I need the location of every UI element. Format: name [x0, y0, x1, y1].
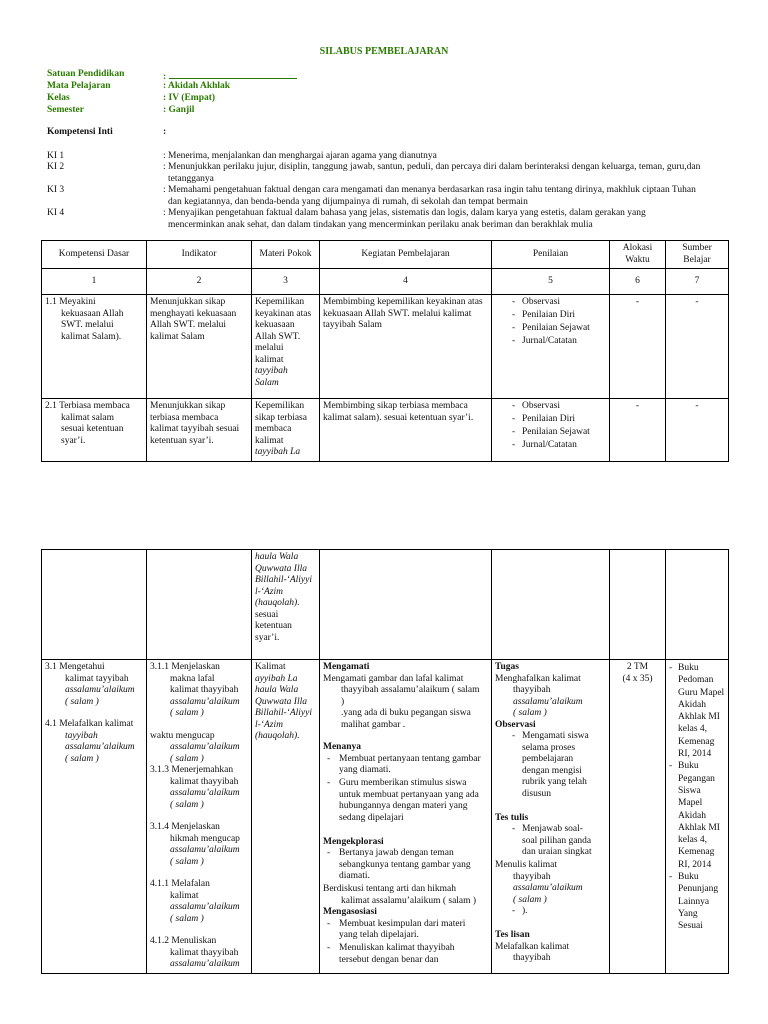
blank-line [169, 69, 297, 79]
activity-list [323, 754, 488, 825]
text-line: kalimat salam [61, 412, 115, 423]
kegiatan-cell [320, 399, 492, 462]
ki-label: KI 3 [47, 185, 65, 195]
empty-cell [42, 550, 147, 660]
text-line: Akidah [678, 810, 706, 821]
spacer [150, 925, 248, 936]
list-item [672, 871, 725, 932]
spacer [495, 802, 606, 813]
indikator-cell [147, 295, 252, 399]
text-line: Mengamati gambar dan lafal kalimat [323, 673, 464, 684]
meta-label: Semester [47, 105, 84, 115]
text-line: Kemenag [678, 847, 715, 858]
table-number-row [42, 269, 729, 295]
text-line: hubungannya dengan materi yang [339, 801, 468, 811]
text-line: ketentuan syar’i. [150, 435, 214, 446]
text-line: ( salam ) [170, 856, 204, 867]
indikator-item [150, 879, 248, 925]
text-line: membaca [255, 424, 292, 434]
text-line: hikmah mengucap [170, 833, 240, 844]
list-item: - Jurnal/Catatan [495, 336, 606, 348]
text-line: tayyibah [65, 730, 98, 741]
column-header: Indikator [147, 241, 252, 269]
text-line: assalamu’alaikum [513, 696, 583, 707]
text-line: kalimat tayyibah [65, 673, 129, 684]
column-header: Kompetensi Dasar [42, 241, 147, 269]
spacer [150, 720, 248, 731]
text-line: Yang [678, 908, 698, 919]
list-item: - Jurnal/Catatan [495, 440, 606, 452]
text-line: kalimat assalamu’alaikum ( salam ) [341, 895, 477, 906]
text-line: Melafalkan kalimat [495, 941, 570, 952]
section-title: Tes tulis [495, 812, 529, 823]
penilaian-list [495, 401, 606, 452]
indikator-item [150, 822, 248, 868]
text-line: Mapel [678, 798, 703, 809]
text-line: 1.1 Meyakini [45, 297, 96, 307]
text-line: Siswa [678, 785, 701, 796]
text-line: ( salam ) [170, 708, 204, 718]
ki-line: dan kegiatannya, dan benda-benda yang dijumpainya di rumah, di sekolah dan tempat bermain [168, 196, 528, 207]
text-line: kalimat [255, 354, 284, 365]
text-line: terbiasa membaca [150, 412, 219, 423]
empty-cell [147, 550, 252, 660]
text-line: kekuasaan Allah [61, 308, 124, 319]
text-line: - Buku [678, 761, 699, 772]
text-line: RI, 2014 [678, 859, 712, 870]
text-line: dan uraian singkat [522, 847, 592, 857]
table-row [42, 295, 729, 399]
meta-value: : IV (Empat) [163, 93, 216, 103]
source-list [672, 662, 725, 933]
indikator-cell [147, 660, 252, 974]
meta-label: Mata Pelajaran [47, 81, 111, 91]
assessment-list [495, 824, 606, 859]
table-row [42, 660, 729, 974]
text-line: - Menuliskan kalimat thayyibah [339, 943, 455, 953]
text-line: 2 TM [626, 662, 649, 672]
ki-text [163, 208, 733, 231]
text-line: Menulis kalimat [495, 860, 558, 870]
text-line: 2.1 Terbiasa membaca [45, 401, 130, 411]
section-title: Mengekplorasi [323, 836, 384, 847]
kompetensi-dasar-cell [42, 295, 147, 399]
list-item [323, 919, 488, 942]
kd-item [45, 662, 143, 708]
empty-cell [610, 550, 666, 660]
sumber-cell: - [666, 399, 729, 462]
indikator-item [150, 765, 248, 811]
text-line: - Menjawab soal- [522, 824, 583, 834]
text-line: waktu mengucap [150, 730, 215, 741]
text-line: assalamu’alaikum [170, 902, 240, 912]
text-line: syar’i. [255, 632, 280, 643]
text-line: Allah SWT. [255, 331, 301, 342]
text-line: menghayati kekuasaan [150, 308, 237, 319]
text-line: Menunjukkan sikap [150, 297, 226, 307]
list-item [323, 754, 488, 777]
indikator-item [150, 731, 248, 766]
meta-value-text: Ganjil [168, 105, 195, 115]
text-line: 3.1.1 Menjelaskan [150, 662, 220, 672]
text-line: yang diamati. [339, 765, 391, 775]
text-line: Penunjang [678, 884, 719, 895]
text-line: assalamu’alaikum [65, 742, 135, 752]
list-item: - Observasi [495, 401, 606, 413]
text-line: Kalimat [255, 662, 286, 672]
text-line: Menunjukkan sikap [150, 401, 226, 411]
text-line: Billahil-‘Aliyyi [255, 575, 312, 585]
ki-line: : Memahami pengetahuan faktual dengan cara mengamati dan menanya berdasarkan rasa ingin tahu tentang dirinya, makhluk ciptaan Tuhan [163, 185, 696, 195]
empty-cell [666, 550, 729, 660]
list-item [672, 662, 725, 760]
list-item: - Penilaian Sejawat [495, 323, 606, 335]
text-line: 3.1 Mengetahui [45, 662, 105, 672]
text-line: (hauqolah). [255, 731, 300, 741]
text-line: Menghafalkan kalimat [495, 673, 581, 684]
list-item [495, 824, 606, 859]
table-row [42, 399, 729, 462]
text-line: sesuai [255, 609, 279, 620]
meta-value: : Akidah Akhlak [163, 81, 231, 91]
meta-label: Satuan Pendidikan [47, 69, 125, 79]
text-line: - Membuat pertanyaan tentang gambar [339, 753, 481, 764]
list-item: - Observasi [495, 297, 606, 309]
text-line: l-‘Azim [255, 719, 283, 730]
text-line: RI, 2014 [678, 749, 712, 760]
text-line: haula Wala [255, 552, 299, 562]
text-line: sikap terbiasa [255, 412, 307, 423]
text-line: .yang ada di buku pegangan siswa [341, 708, 471, 718]
text-line: Berdiskusi tentang arti dan hikmah [323, 884, 456, 894]
text-line: thayyibah [513, 685, 551, 695]
text-line: (hauqolah). [255, 598, 300, 608]
ki-text [163, 185, 733, 208]
text-line: Salam [255, 377, 279, 388]
text-line: 3.1.4 Menjelaskan [150, 822, 220, 832]
penilaian-cell [492, 660, 610, 974]
text-line: kalimat [170, 890, 199, 901]
text-line: rubrik yang telah [522, 777, 587, 787]
text-line: - Buku [678, 872, 699, 883]
text-line: thayyibah assalamu’alaikum ( salam [341, 685, 480, 695]
text-line: Billahil-‘Aliyyi [255, 708, 312, 718]
text-line: ayyibah La [255, 673, 298, 684]
empty-cell [320, 550, 492, 660]
column-number: 6 [610, 269, 666, 295]
text-line: Kepemilikan [255, 401, 305, 411]
text-line: tayyibah Salam [323, 320, 382, 330]
column-header: Alokasi Waktu [610, 241, 666, 269]
text-line: ( salam ) [65, 753, 99, 764]
text-line: kekuasaan [255, 320, 295, 330]
text-line: kalimat thayyibah [170, 947, 239, 958]
spacer [495, 919, 606, 930]
text-line: assalamu’alaikum [170, 742, 240, 752]
text-line: assalamu’alaikum [65, 685, 135, 695]
text-line: ketentuan [255, 621, 292, 631]
kompetensi-inti-label: Kompetensi Inti [47, 127, 113, 137]
section-title: Mengamati [323, 662, 370, 672]
text-line: 4.1.1 Melafalan [150, 879, 210, 889]
materi-cell [252, 399, 320, 462]
text-line: - Guru memberikan stimulus siswa [339, 778, 467, 788]
text-line: kalimat [255, 435, 284, 446]
text-line: syar’i. [61, 435, 86, 446]
text-line: Akhlak MI [678, 712, 720, 723]
meta-value: : [163, 69, 297, 84]
ki-label: KI 2 [47, 162, 65, 172]
list-item [323, 848, 488, 883]
empty-cell [492, 550, 610, 660]
text-line: disusun [522, 788, 552, 799]
kompetensi-inti-colon: : [163, 127, 167, 137]
text-line: Membimbing kepemilikan keyakinan atas [323, 297, 483, 307]
meta-label: Kelas [47, 93, 70, 103]
section-title: Menanya [323, 742, 361, 752]
text-line: tayyibah [255, 366, 288, 376]
text-line: (4 x 35) [622, 673, 653, 684]
list-item: - ). [495, 906, 606, 918]
text-line: Membimbing sikap terbiasa membaca [323, 401, 468, 411]
text-line: kalimat salam). sesuai ketentuan syar’i. [323, 412, 474, 423]
syllabus-table-page1 [41, 240, 729, 462]
text-line: 4.1.2 Menuliskan [150, 936, 217, 946]
text-line: - Buku [678, 663, 699, 673]
text-line: ( salam ) [65, 696, 99, 707]
text-line: assalamu’alaikum [513, 883, 583, 893]
spacer [323, 826, 488, 837]
meta-value: : Ganjil [163, 105, 195, 115]
ki-line: : Menyajikan pengetahuan faktual dalam bahasa yang jelas, sistematis dan logis, dalam karya yang estetis, dalam gerakan yang [163, 208, 646, 218]
text-line: kelas 4, [678, 835, 708, 846]
text-line: kalimat Salam [150, 331, 205, 342]
text-line: assalamu’alaikum [170, 959, 240, 969]
kegiatan-cell [320, 660, 492, 974]
text-line: - Mengamati siswa [522, 731, 589, 741]
text-line: diamati. [339, 871, 370, 881]
section-title: Tugas [495, 662, 519, 672]
spacer [45, 708, 143, 719]
text-line: 3.1.3 Menerjemahkan [150, 765, 234, 775]
text-line: kelas 4, [678, 724, 708, 735]
document-title: SILABUS PEMBELAJARAN [319, 46, 449, 57]
text-line: sesuai ketentuan [61, 424, 124, 434]
text-line: selama proses [522, 742, 576, 753]
column-number: 3 [252, 269, 320, 295]
ki-label: KI 1 [47, 151, 65, 161]
table-row [42, 550, 729, 660]
ki-label: KI 4 [47, 208, 65, 218]
text-line: ( salam ) [513, 708, 547, 718]
text-line: makna lafal [170, 673, 215, 684]
text-line: kalimat tayyibah sesuai [150, 424, 240, 434]
text-line: kalimat thayyibah [170, 685, 239, 695]
text-line: Kepemilikan [255, 297, 305, 307]
text-line: ( salam ) [170, 799, 204, 810]
column-number: 4 [320, 269, 492, 295]
text-line: ( salam ) [513, 894, 547, 905]
section-title: Mengasosiasi [323, 907, 377, 917]
column-number: 7 [666, 269, 729, 295]
text-line: Allah SWT. melalui [150, 320, 227, 330]
column-number: 1 [42, 269, 147, 295]
spacer [150, 811, 248, 822]
ki-line: : Menunjukkan perilaku jujur, disiplin, tanggung jawab, santun, peduli, dan percaya diri dalam berinteraksi dengan keluarga, teman, guru,dan [163, 162, 701, 172]
list-item: - Penilaian Diri [495, 414, 606, 426]
text-line: untuk membuat pertanyaan yang ada [339, 789, 479, 800]
text-line: haula Wala [255, 685, 299, 695]
ki-text [163, 151, 733, 163]
sumber-cell: - [666, 295, 729, 399]
text-line: tayyibah La [255, 447, 301, 457]
column-number: 2 [147, 269, 252, 295]
assessment-list [495, 906, 606, 918]
materi-cell [252, 550, 320, 660]
text-line: kalimat thayyibah [170, 776, 239, 787]
penilaian-list [495, 297, 606, 348]
text-line: Lainnya [678, 896, 710, 907]
meta-value-text: Akidah Akhlak [168, 81, 231, 91]
text-line: assalamu’alaikum [170, 845, 240, 855]
text-line: assalamu’alaikum [170, 696, 240, 707]
penilaian-cell [492, 399, 610, 462]
text-line: malihat gambar . [341, 719, 406, 730]
text-line: Pegangan [678, 773, 715, 784]
text-line: Kemenag [678, 736, 715, 747]
kd-item [45, 719, 143, 765]
column-number: 5 [492, 269, 610, 295]
text-line: - Membuat kesimpulan dari materi [339, 918, 466, 929]
text-line: soal pilihan ganda [522, 835, 592, 846]
text-line: l-‘Azim [255, 586, 283, 597]
activity-list [323, 919, 488, 967]
text-line: keyakinan atas [255, 308, 312, 319]
ki-line: mencerminkan anak sehat, dan dalam tindakan yang mencerminkan perilaku anak beriman dan berakhlak mulia [168, 219, 593, 230]
text-line: ( salam ) [170, 753, 204, 764]
text-line: ) [341, 696, 345, 707]
section-title: Tes lisan [495, 930, 530, 940]
list-item [495, 731, 606, 800]
text-line: yang telah dipelajari. [339, 930, 419, 940]
syllabus-table-page2 [41, 549, 729, 974]
list-item: - Penilaian Diri [495, 310, 606, 322]
text-line: - Bertanya jawab dengan teman [339, 848, 454, 858]
text-line: ( salam ) [170, 913, 204, 924]
materi-cell [252, 660, 320, 974]
column-header: Sumber Belajar [666, 241, 729, 269]
ki-text [163, 162, 733, 185]
text-line: assalamu’alaikum [170, 788, 240, 798]
spacer [150, 868, 248, 879]
list-item [323, 778, 488, 824]
text-line: Quwwata Illa [255, 563, 307, 574]
kompetensi-dasar-cell [42, 660, 147, 974]
column-header: Materi Pokok [252, 241, 320, 269]
text-line: tersebut dengan benar dan [339, 954, 439, 965]
text-line: dengan mengisi [522, 765, 582, 776]
text-line: thayyibah [513, 871, 551, 882]
text-line: sedang dipelajari [339, 812, 404, 823]
text-line: melalui [255, 343, 284, 353]
kompetensi-dasar-cell [42, 399, 147, 462]
ki-line: tetangganya [168, 173, 214, 184]
text-line: Guru Mapel [678, 687, 725, 698]
column-header: Kegiatan Pembelajaran [320, 241, 492, 269]
alokasi-cell [610, 660, 666, 974]
alokasi-cell: - [610, 399, 666, 462]
indikator-cell [147, 399, 252, 462]
sumber-cell [666, 660, 729, 974]
text-line: kekuasaan Allah SWT. melalui kalimat [323, 308, 472, 319]
text-line: Sesuai [678, 921, 703, 932]
text-line: sebangkunya tentang gambar yang [339, 859, 471, 870]
list-item [672, 760, 725, 871]
section-title: Observasi [495, 719, 536, 730]
text-line: SWT. melalui [61, 320, 114, 330]
text-line: Pedoman [678, 675, 714, 686]
list-item: - Penilaian Sejawat [495, 427, 606, 439]
ki-line: : Menerima, menjalankan dan menghargai ajaran agama yang dianutnya [163, 151, 437, 161]
indikator-item [150, 662, 248, 720]
kegiatan-cell [320, 295, 492, 399]
assessment-list [495, 731, 606, 800]
text-line: Quwwata Illa [255, 696, 307, 707]
text-line: 4.1 Melafalkan kalimat [45, 719, 134, 729]
meta-value-text: IV (Empat) [168, 93, 216, 103]
penilaian-cell [492, 295, 610, 399]
text-line: pembelajaran [522, 754, 574, 764]
list-item [323, 943, 488, 966]
spacer [323, 731, 488, 742]
alokasi-cell: - [610, 295, 666, 399]
text-line: Akhlak MI [678, 822, 720, 833]
materi-cell [252, 295, 320, 399]
text-line: Akidah [678, 699, 706, 710]
column-header: Penilaian [492, 241, 610, 269]
text-line: thayyibah [513, 953, 551, 963]
text-line: kalimat Salam). [61, 331, 122, 342]
table-header-row [42, 241, 729, 269]
activity-list [323, 848, 488, 883]
indikator-item [150, 936, 248, 971]
